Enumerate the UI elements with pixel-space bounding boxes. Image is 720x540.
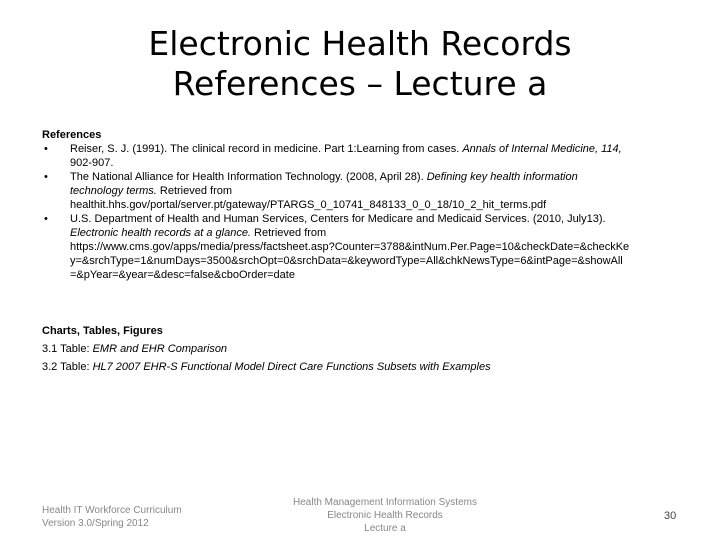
reference-line: y=&srchType=1&numDays=3500&srchOpt=0&srchData=&keywordType=All&chkNewsType=6&intPage=&showAll xyxy=(70,255,623,267)
reference-line: Electronic health records at a glance. Retrieved from xyxy=(70,227,327,239)
reference-line: https://www.cms.gov/apps/media/press/factsheet.asp?Counter=3788&intNum.Per.Page=10&checkDate=&checkKe xyxy=(70,241,630,253)
charts-heading: Charts, Tables, Figures xyxy=(42,325,163,337)
reference-item xyxy=(42,212,692,282)
footer-curriculum: Health IT Workforce Curriculum Version 3.0/Spring 2012 xyxy=(42,505,182,529)
bullet-icon: • xyxy=(44,213,48,225)
chart-reference-row: 3.1 Table: EMR and EHR Comparison xyxy=(42,343,228,355)
page-number: 30 xyxy=(664,510,677,522)
slide-title-line2: References – Lecture a xyxy=(172,64,548,103)
bullet-icon: • xyxy=(44,171,48,183)
bullet-icon: • xyxy=(44,143,48,155)
footer-course-info: Health Management Information Systems Electronic Health Records Lecture a xyxy=(293,497,477,534)
reference-line: technology terms. Retrieved from xyxy=(70,185,233,197)
reference-line: healthit.hhs.gov/portal/server.pt/gateway/PTARGS_0_10741_848133_0_0_18/10_2_hit_terms.pdf xyxy=(70,199,547,211)
slide-title-line1: Electronic Health Records xyxy=(148,24,572,63)
reference-line: U.S. Department of Health and Human Services, Centers for Medicare and Medicaid Services. (2010, July13). xyxy=(70,213,606,225)
references-section xyxy=(42,128,692,282)
chart-reference-row: 3.2 Table: HL7 2007 EHR-S Functional Model Direct Care Functions Subsets with Examples xyxy=(42,361,491,373)
charts-section xyxy=(42,322,692,376)
slide-title xyxy=(0,24,720,104)
reference-line: 902-907. xyxy=(70,157,114,169)
reference-item xyxy=(42,142,692,170)
reference-line: Reiser, S. J. (1991). The clinical record in medicine. Part 1:Learning from cases. Annals of Internal Medicine, 114, xyxy=(70,143,622,155)
reference-line: =&pYear=&year=&desc=false&cboOrder=date xyxy=(70,269,295,281)
reference-item xyxy=(42,170,692,212)
reference-line: The National Alliance for Health Information Technology. (2008, April 28). Defining key health information xyxy=(70,171,578,183)
references-heading: References xyxy=(42,129,102,141)
